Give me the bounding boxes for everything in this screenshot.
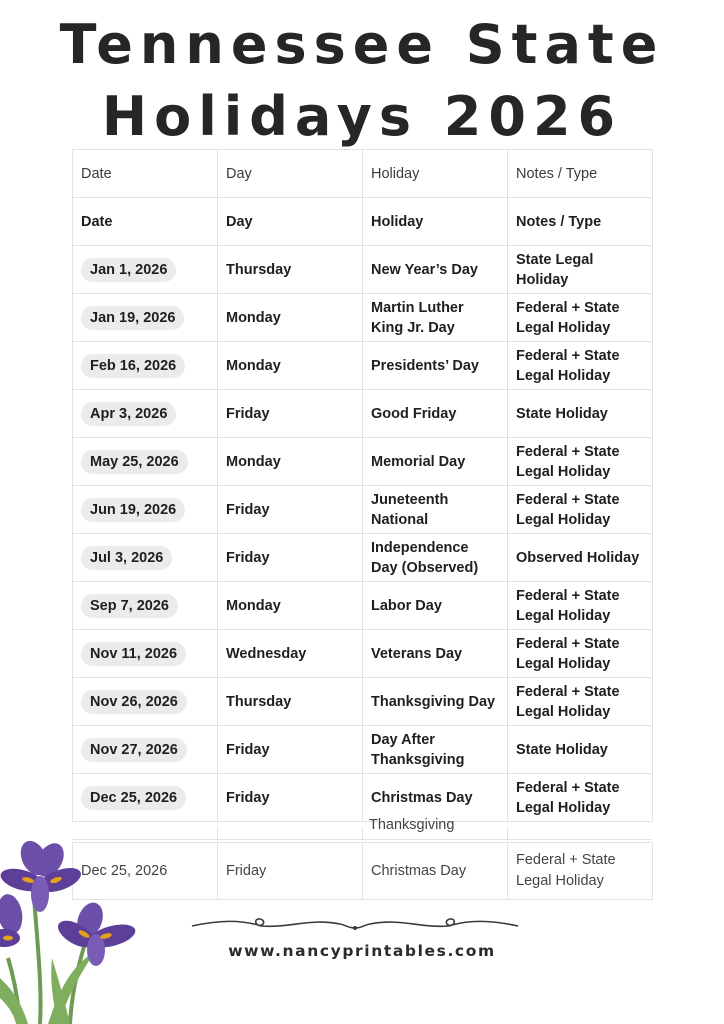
- header-holiday: Holiday: [363, 198, 508, 246]
- date-pill: Feb 16, 2026: [81, 354, 185, 378]
- notes-cell: Federal + State Legal Holiday: [508, 630, 653, 678]
- holiday-cell: Juneteenth National: [363, 486, 508, 534]
- holiday-cell: Presidents’ Day: [363, 342, 508, 390]
- holiday-cell: Day After Thanksgiving: [363, 726, 508, 774]
- table-row: [73, 246, 653, 294]
- date-pill: Jan 19, 2026: [81, 306, 184, 330]
- plain-header-row: [73, 150, 653, 198]
- plain-header-day: Day: [218, 150, 363, 198]
- notes-cell: Federal + State Legal Holiday: [508, 774, 653, 822]
- notes-cell: Federal + State Legal Holiday: [508, 486, 653, 534]
- date-cell: [73, 438, 218, 486]
- notes-cell: State Legal Holiday: [508, 246, 653, 294]
- date-cell: [73, 774, 218, 822]
- iris-flower-illustration: [0, 838, 150, 1024]
- page-title-line-1: Tennessee State: [59, 13, 665, 76]
- page-title-line-2: Holidays 2026: [101, 85, 623, 148]
- date-cell: [73, 342, 218, 390]
- date-cell: [73, 678, 218, 726]
- plain-header-holiday: Holiday: [363, 150, 508, 198]
- date-pill: Apr 3, 2026: [81, 402, 176, 426]
- day-cell: Friday: [218, 390, 363, 438]
- table-row: [73, 390, 653, 438]
- date-pill: May 25, 2026: [81, 450, 188, 474]
- last-notes: Federal + State Legal Holiday: [508, 843, 653, 900]
- notes-cell: Federal + State Legal Holiday: [508, 438, 653, 486]
- notes-cell: State Holiday: [508, 390, 653, 438]
- day-cell: Friday: [218, 726, 363, 774]
- holiday-cell: Memorial Day: [363, 438, 508, 486]
- ghost-text: Thanksgiving: [369, 817, 455, 833]
- day-cell: Friday: [218, 774, 363, 822]
- holiday-cell: New Year’s Day: [363, 246, 508, 294]
- last-date: Dec 25, 2026: [73, 843, 218, 900]
- date-pill: Sep 7, 2026: [81, 594, 178, 618]
- date-cell: [73, 582, 218, 630]
- date-pill: Nov 26, 2026: [81, 690, 187, 714]
- table-row: [73, 843, 653, 900]
- date-cell: [73, 630, 218, 678]
- notes-cell: Federal + State Legal Holiday: [508, 678, 653, 726]
- date-cell: [73, 726, 218, 774]
- day-cell: Monday: [218, 342, 363, 390]
- day-cell: Monday: [218, 294, 363, 342]
- holiday-cell: Veterans Day: [363, 630, 508, 678]
- notes-cell: State Holiday: [508, 726, 653, 774]
- day-cell: Wednesday: [218, 630, 363, 678]
- table-row: [73, 486, 653, 534]
- holiday-cell: Labor Day: [363, 582, 508, 630]
- date-cell: [73, 294, 218, 342]
- notes-cell: Observed Holiday: [508, 534, 653, 582]
- website-url: www.nancyprintables.com: [228, 942, 496, 960]
- day-cell: Thursday: [218, 678, 363, 726]
- plain-header-date: Date: [73, 150, 218, 198]
- day-cell: Thursday: [218, 246, 363, 294]
- table-row: [73, 630, 653, 678]
- table-row: [73, 726, 653, 774]
- table-row: [73, 438, 653, 486]
- table-row: [73, 582, 653, 630]
- notes-cell: Federal + State Legal Holiday: [508, 342, 653, 390]
- date-pill: Jun 19, 2026: [81, 498, 185, 522]
- overlap-strip: [72, 817, 652, 840]
- holiday-cell: Christmas Day: [363, 774, 508, 822]
- holidays-table: [72, 149, 653, 822]
- date-pill: Dec 25, 2026: [81, 786, 186, 810]
- table-row: [73, 678, 653, 726]
- last-holiday: Christmas Day: [363, 843, 508, 900]
- date-cell: [73, 534, 218, 582]
- date-pill: Nov 27, 2026: [81, 738, 187, 762]
- header-date: Date: [73, 198, 218, 246]
- day-cell: Friday: [218, 486, 363, 534]
- day-cell: Monday: [218, 582, 363, 630]
- header-day: Day: [218, 198, 363, 246]
- plain-header-notes: Notes / Type: [508, 150, 653, 198]
- table-row: [73, 774, 653, 822]
- header-notes: Notes / Type: [508, 198, 653, 246]
- date-cell: [73, 390, 218, 438]
- last-row-table: [72, 842, 653, 900]
- notes-cell: Federal + State Legal Holiday: [508, 294, 653, 342]
- notes-cell: Federal + State Legal Holiday: [508, 582, 653, 630]
- date-cell: [73, 246, 218, 294]
- bold-header-row: [73, 198, 653, 246]
- date-cell: [73, 486, 218, 534]
- table-row: [73, 534, 653, 582]
- date-pill: Jan 1, 2026: [81, 258, 176, 282]
- last-day: Friday: [218, 843, 363, 900]
- date-pill: Nov 11, 2026: [81, 642, 186, 666]
- table-row: [73, 294, 653, 342]
- date-pill: Jul 3, 2026: [81, 546, 172, 570]
- holiday-cell: Independence Day (Observed): [363, 534, 508, 582]
- decorative-divider: [190, 912, 520, 936]
- table-row: [73, 342, 653, 390]
- holiday-cell: Thanksgiving Day: [363, 678, 508, 726]
- holiday-cell: Martin Luther King Jr. Day: [363, 294, 508, 342]
- day-cell: Friday: [218, 534, 363, 582]
- holiday-cell: Good Friday: [363, 390, 508, 438]
- day-cell: Monday: [218, 438, 363, 486]
